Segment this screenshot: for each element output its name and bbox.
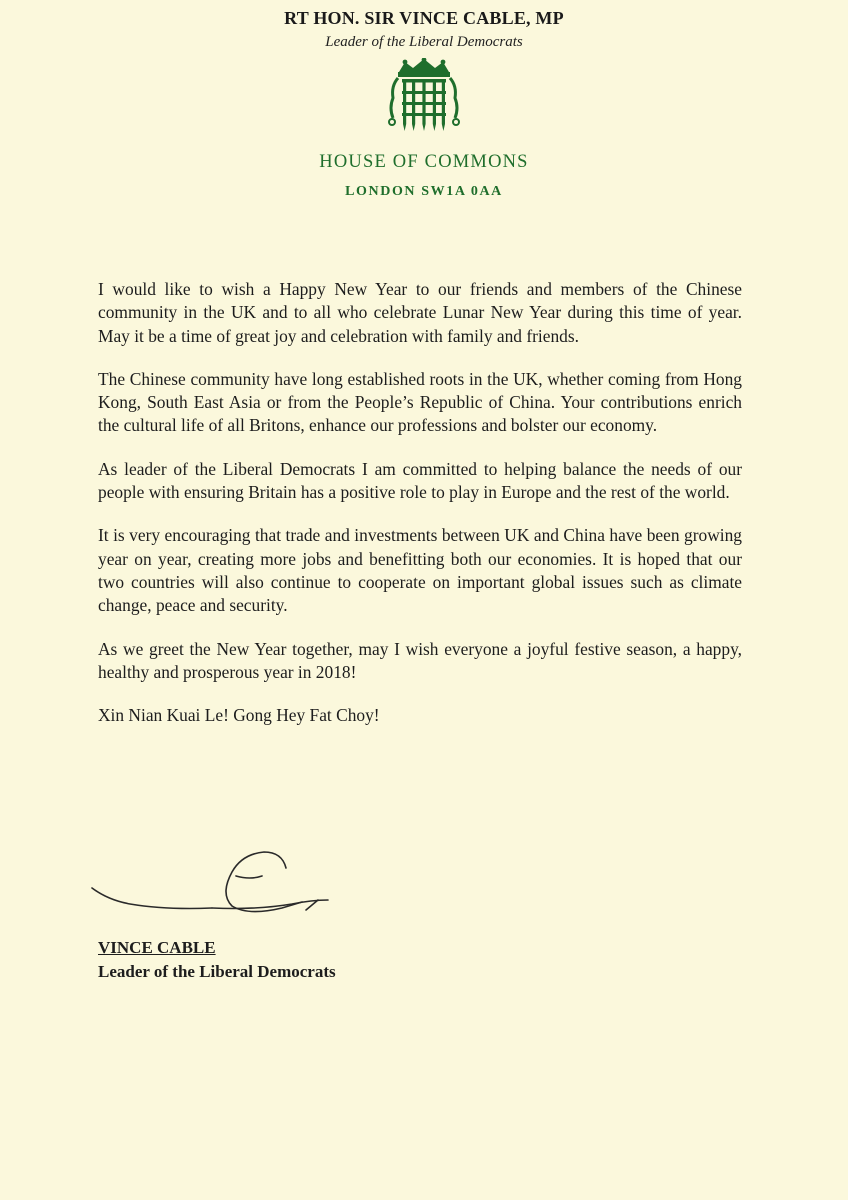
body-paragraph: The Chinese community have long established roots in the UK, whether coming from Hong Kong, South East Asia or from the People’s Republic of China. Your contributions enrich the cultural life of all Britons, enhance our professions and bolster our economy. xyxy=(98,368,742,436)
sender-name: RT HON. SIR VINCE CABLE, MP xyxy=(284,8,564,28)
body-paragraph: As leader of the Liberal Democrats I am committed to helping balance the needs of our people with ensuring Britain has a positive role to play in Europe and the rest of the world. xyxy=(98,458,742,503)
signatory-title: Leader of the Liberal Democrats xyxy=(98,962,336,981)
signatory-name: VINCE CABLE xyxy=(98,938,216,957)
body-paragraph: As we greet the New Year together, may I wish everyone a joyful festive season, a happy, healthy and prosperous year in 2018! xyxy=(98,638,742,682)
handwritten-signature xyxy=(86,838,346,928)
body-paragraph: Xin Nian Kuai Le! Gong Hey Fat Choy! xyxy=(98,705,380,726)
body-paragraph: I would like to wish a Happy New Year to our friends and members of the Chinese community in the UK and to all who celebrate Lunar New Year during this time of year. May it be a time of great joy and celebration with family and friends. xyxy=(98,279,742,346)
letter-body xyxy=(98,278,742,747)
sender-title: Leader of the Liberal Democrats xyxy=(325,34,523,50)
portcullis-icon xyxy=(385,58,463,134)
institution-name: HOUSE OF COMMONS xyxy=(319,152,529,172)
institution-address: LONDON SW1A 0AA xyxy=(345,184,503,199)
body-paragraph: It is very encouraging that trade and investments between UK and China have been growing year on year, creating more jobs and benefitting both our economies. It is hoped that our two countries will also continue to cooperate on important global issues such as climate change, peace and security. xyxy=(98,525,742,616)
